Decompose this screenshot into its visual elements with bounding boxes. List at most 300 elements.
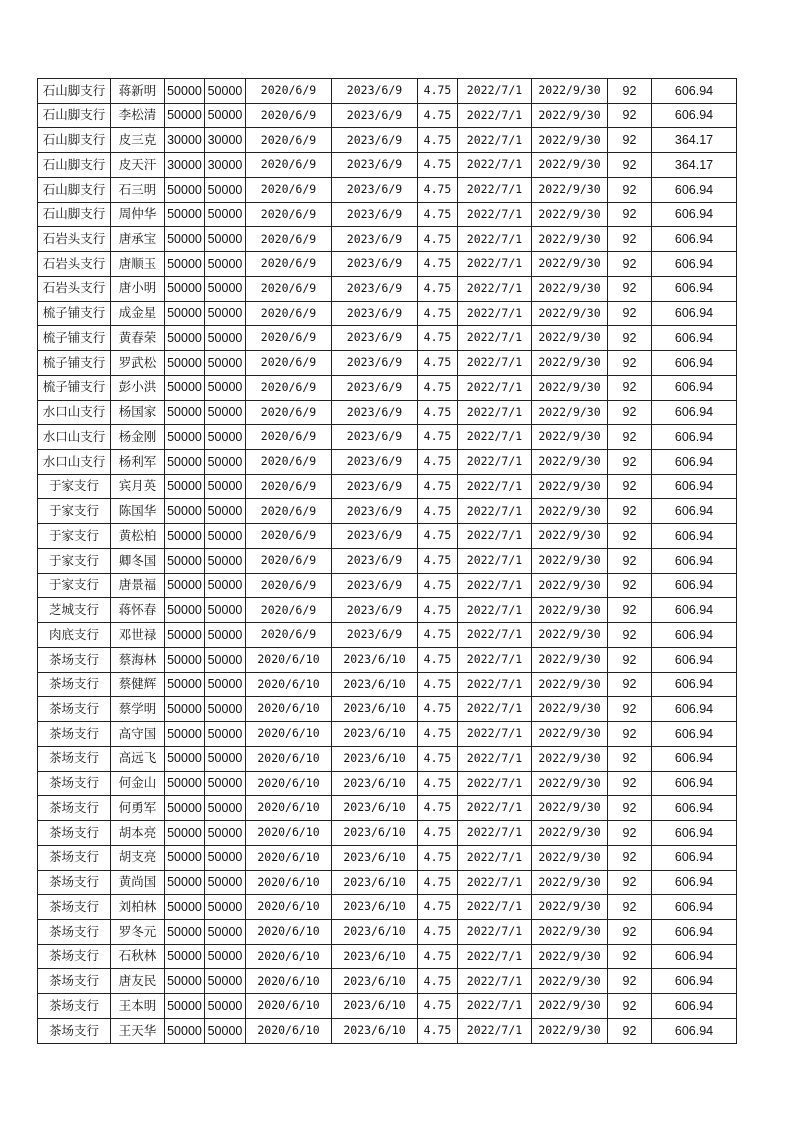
period-end-cell: 2022/9/30 — [532, 474, 608, 499]
end-date-cell: 2023/6/9 — [332, 177, 418, 202]
loan-amount-cell: 50000 — [165, 919, 205, 944]
name-cell: 黄尚国 — [111, 870, 165, 895]
table-row — [38, 573, 737, 598]
rate-cell: 4.75 — [418, 697, 458, 722]
period-start-cell: 2022/7/1 — [458, 326, 532, 351]
period-start-cell: 2022/7/1 — [458, 845, 532, 870]
days-cell: 92 — [608, 969, 652, 994]
rate-cell: 4.75 — [418, 252, 458, 277]
interest-cell: 606.94 — [652, 103, 737, 128]
loan-amount-cell: 50000 — [165, 301, 205, 326]
loan-amount-cell: 50000 — [165, 450, 205, 475]
table-row — [38, 722, 737, 747]
name-cell: 蒋怀春 — [111, 598, 165, 623]
branch-cell: 茶场支行 — [38, 771, 111, 796]
period-start-cell: 2022/7/1 — [458, 994, 532, 1019]
rate-cell: 4.75 — [418, 821, 458, 846]
days-cell: 92 — [608, 450, 652, 475]
start-date-cell: 2020/6/9 — [246, 400, 332, 425]
name-cell: 王本明 — [111, 994, 165, 1019]
end-date-cell: 2023/6/10 — [332, 746, 418, 771]
loan-amount-cell: 50000 — [165, 573, 205, 598]
interest-cell: 606.94 — [652, 548, 737, 573]
balance-cell: 50000 — [205, 771, 246, 796]
loan-amount-cell: 50000 — [165, 722, 205, 747]
loan-amount-cell: 50000 — [165, 375, 205, 400]
branch-cell: 梳子铺支行 — [38, 351, 111, 376]
branch-cell: 石山脚支行 — [38, 128, 111, 153]
table-row — [38, 177, 737, 202]
balance-cell: 50000 — [205, 326, 246, 351]
name-cell: 唐小明 — [111, 276, 165, 301]
branch-cell: 石山脚支行 — [38, 177, 111, 202]
interest-cell: 606.94 — [652, 895, 737, 920]
days-cell: 92 — [608, 895, 652, 920]
start-date-cell: 2020/6/10 — [246, 895, 332, 920]
table-row — [38, 796, 737, 821]
period-end-cell: 2022/9/30 — [532, 202, 608, 227]
period-end-cell: 2022/9/30 — [532, 425, 608, 450]
balance-cell: 50000 — [205, 623, 246, 648]
name-cell: 石三明 — [111, 177, 165, 202]
table-row — [38, 1018, 737, 1043]
loan-amount-cell: 50000 — [165, 1018, 205, 1043]
period-start-cell: 2022/7/1 — [458, 227, 532, 252]
balance-cell: 50000 — [205, 944, 246, 969]
period-start-cell: 2022/7/1 — [458, 697, 532, 722]
name-cell: 蔡健辉 — [111, 672, 165, 697]
start-date-cell: 2020/6/10 — [246, 919, 332, 944]
start-date-cell: 2020/6/9 — [246, 450, 332, 475]
end-date-cell: 2023/6/9 — [332, 573, 418, 598]
interest-cell: 606.94 — [652, 944, 737, 969]
period-end-cell: 2022/9/30 — [532, 623, 608, 648]
loan-amount-cell: 50000 — [165, 351, 205, 376]
interest-cell: 606.94 — [652, 524, 737, 549]
start-date-cell: 2020/6/10 — [246, 870, 332, 895]
days-cell: 92 — [608, 153, 652, 178]
end-date-cell: 2023/6/10 — [332, 821, 418, 846]
end-date-cell: 2023/6/10 — [332, 895, 418, 920]
branch-cell: 石山脚支行 — [38, 153, 111, 178]
period-end-cell: 2022/9/30 — [532, 252, 608, 277]
days-cell: 92 — [608, 202, 652, 227]
interest-cell: 606.94 — [652, 573, 737, 598]
name-cell: 胡本亮 — [111, 821, 165, 846]
table-row — [38, 351, 737, 376]
name-cell: 卿冬国 — [111, 548, 165, 573]
interest-cell: 606.94 — [652, 79, 737, 104]
start-date-cell: 2020/6/9 — [246, 252, 332, 277]
branch-cell: 茶场支行 — [38, 672, 111, 697]
period-start-cell: 2022/7/1 — [458, 450, 532, 475]
name-cell: 蔡学明 — [111, 697, 165, 722]
period-end-cell: 2022/9/30 — [532, 301, 608, 326]
branch-cell: 茶场支行 — [38, 944, 111, 969]
end-date-cell: 2023/6/9 — [332, 301, 418, 326]
end-date-cell: 2023/6/10 — [332, 919, 418, 944]
branch-cell: 水口山支行 — [38, 450, 111, 475]
loan-amount-cell: 50000 — [165, 969, 205, 994]
loan-amount-cell: 50000 — [165, 895, 205, 920]
days-cell: 92 — [608, 425, 652, 450]
name-cell: 陈国华 — [111, 499, 165, 524]
days-cell: 92 — [608, 697, 652, 722]
period-start-cell: 2022/7/1 — [458, 598, 532, 623]
start-date-cell: 2020/6/10 — [246, 771, 332, 796]
branch-cell: 梳子铺支行 — [38, 301, 111, 326]
days-cell: 92 — [608, 845, 652, 870]
interest-cell: 606.94 — [652, 202, 737, 227]
period-start-cell: 2022/7/1 — [458, 870, 532, 895]
branch-cell: 于家支行 — [38, 573, 111, 598]
days-cell: 92 — [608, 252, 652, 277]
rate-cell: 4.75 — [418, 177, 458, 202]
name-cell: 高远飞 — [111, 746, 165, 771]
period-end-cell: 2022/9/30 — [532, 919, 608, 944]
table-row — [38, 425, 737, 450]
interest-cell: 606.94 — [652, 400, 737, 425]
loan-amount-cell: 50000 — [165, 326, 205, 351]
period-start-cell: 2022/7/1 — [458, 919, 532, 944]
name-cell: 成金星 — [111, 301, 165, 326]
end-date-cell: 2023/6/9 — [332, 153, 418, 178]
interest-cell: 606.94 — [652, 722, 737, 747]
name-cell: 蒋新明 — [111, 79, 165, 104]
rate-cell: 4.75 — [418, 796, 458, 821]
table-row — [38, 647, 737, 672]
loan-amount-cell: 50000 — [165, 227, 205, 252]
branch-cell: 梳子铺支行 — [38, 326, 111, 351]
days-cell: 92 — [608, 647, 652, 672]
days-cell: 92 — [608, 548, 652, 573]
loan-amount-cell: 50000 — [165, 697, 205, 722]
branch-cell: 茶场支行 — [38, 845, 111, 870]
table-row — [38, 746, 737, 771]
start-date-cell: 2020/6/10 — [246, 969, 332, 994]
days-cell: 92 — [608, 128, 652, 153]
period-start-cell: 2022/7/1 — [458, 177, 532, 202]
period-start-cell: 2022/7/1 — [458, 276, 532, 301]
balance-cell: 50000 — [205, 202, 246, 227]
loan-amount-cell: 50000 — [165, 598, 205, 623]
period-end-cell: 2022/9/30 — [532, 672, 608, 697]
loan-interest-table — [37, 78, 737, 1044]
end-date-cell: 2023/6/9 — [332, 623, 418, 648]
period-end-cell: 2022/9/30 — [532, 796, 608, 821]
days-cell: 92 — [608, 821, 652, 846]
interest-cell: 606.94 — [652, 227, 737, 252]
branch-cell: 茶场支行 — [38, 796, 111, 821]
balance-cell: 50000 — [205, 697, 246, 722]
interest-cell: 606.94 — [652, 252, 737, 277]
balance-cell: 50000 — [205, 895, 246, 920]
loan-amount-cell: 50000 — [165, 202, 205, 227]
balance-cell: 50000 — [205, 351, 246, 376]
start-date-cell: 2020/6/9 — [246, 623, 332, 648]
name-cell: 邓世禄 — [111, 623, 165, 648]
balance-cell: 50000 — [205, 177, 246, 202]
start-date-cell: 2020/6/9 — [246, 153, 332, 178]
period-end-cell: 2022/9/30 — [532, 647, 608, 672]
start-date-cell: 2020/6/10 — [246, 672, 332, 697]
days-cell: 92 — [608, 944, 652, 969]
interest-cell: 606.94 — [652, 425, 737, 450]
period-start-cell: 2022/7/1 — [458, 153, 532, 178]
rate-cell: 4.75 — [418, 351, 458, 376]
balance-cell: 50000 — [205, 746, 246, 771]
period-start-cell: 2022/7/1 — [458, 771, 532, 796]
start-date-cell: 2020/6/9 — [246, 598, 332, 623]
days-cell: 92 — [608, 919, 652, 944]
name-cell: 宾月英 — [111, 474, 165, 499]
period-end-cell: 2022/9/30 — [532, 177, 608, 202]
end-date-cell: 2023/6/9 — [332, 425, 418, 450]
period-start-cell: 2022/7/1 — [458, 351, 532, 376]
start-date-cell: 2020/6/9 — [246, 573, 332, 598]
branch-cell: 茶场支行 — [38, 1018, 111, 1043]
days-cell: 92 — [608, 227, 652, 252]
end-date-cell: 2023/6/9 — [332, 79, 418, 104]
rate-cell: 4.75 — [418, 623, 458, 648]
start-date-cell: 2020/6/9 — [246, 474, 332, 499]
end-date-cell: 2023/6/9 — [332, 351, 418, 376]
loan-amount-cell: 50000 — [165, 474, 205, 499]
end-date-cell: 2023/6/10 — [332, 697, 418, 722]
interest-cell: 606.94 — [652, 870, 737, 895]
period-end-cell: 2022/9/30 — [532, 895, 608, 920]
end-date-cell: 2023/6/9 — [332, 499, 418, 524]
end-date-cell: 2023/6/9 — [332, 524, 418, 549]
period-start-cell: 2022/7/1 — [458, 474, 532, 499]
table-row — [38, 771, 737, 796]
days-cell: 92 — [608, 499, 652, 524]
table-row — [38, 276, 737, 301]
period-end-cell: 2022/9/30 — [532, 79, 608, 104]
rate-cell: 4.75 — [418, 227, 458, 252]
table-row — [38, 202, 737, 227]
period-start-cell: 2022/7/1 — [458, 895, 532, 920]
table-row — [38, 103, 737, 128]
branch-cell: 石山脚支行 — [38, 202, 111, 227]
branch-cell: 茶场支行 — [38, 969, 111, 994]
period-start-cell: 2022/7/1 — [458, 499, 532, 524]
table-row — [38, 301, 737, 326]
name-cell: 唐承宝 — [111, 227, 165, 252]
days-cell: 92 — [608, 1018, 652, 1043]
interest-cell: 606.94 — [652, 375, 737, 400]
interest-cell: 606.94 — [652, 845, 737, 870]
balance-cell: 50000 — [205, 845, 246, 870]
end-date-cell: 2023/6/10 — [332, 870, 418, 895]
balance-cell: 50000 — [205, 499, 246, 524]
balance-cell: 50000 — [205, 450, 246, 475]
days-cell: 92 — [608, 672, 652, 697]
name-cell: 皮三克 — [111, 128, 165, 153]
balance-cell: 50000 — [205, 375, 246, 400]
balance-cell: 50000 — [205, 672, 246, 697]
days-cell: 92 — [608, 623, 652, 648]
table-row — [38, 598, 737, 623]
name-cell: 刘柏林 — [111, 895, 165, 920]
period-start-cell: 2022/7/1 — [458, 425, 532, 450]
period-start-cell: 2022/7/1 — [458, 524, 532, 549]
period-end-cell: 2022/9/30 — [532, 548, 608, 573]
loan-amount-cell: 50000 — [165, 79, 205, 104]
balance-cell: 50000 — [205, 598, 246, 623]
period-end-cell: 2022/9/30 — [532, 821, 608, 846]
period-end-cell: 2022/9/30 — [532, 598, 608, 623]
period-end-cell: 2022/9/30 — [532, 524, 608, 549]
name-cell: 何勇军 — [111, 796, 165, 821]
loan-amount-cell: 50000 — [165, 252, 205, 277]
rate-cell: 4.75 — [418, 870, 458, 895]
interest-cell: 606.94 — [652, 1018, 737, 1043]
loan-amount-cell: 50000 — [165, 400, 205, 425]
end-date-cell: 2023/6/10 — [332, 647, 418, 672]
days-cell: 92 — [608, 400, 652, 425]
rate-cell: 4.75 — [418, 103, 458, 128]
start-date-cell: 2020/6/10 — [246, 746, 332, 771]
interest-cell: 606.94 — [652, 598, 737, 623]
branch-cell: 于家支行 — [38, 548, 111, 573]
name-cell: 蔡海林 — [111, 647, 165, 672]
branch-cell: 茶场支行 — [38, 722, 111, 747]
loan-amount-cell: 50000 — [165, 548, 205, 573]
name-cell: 石秋林 — [111, 944, 165, 969]
rate-cell: 4.75 — [418, 944, 458, 969]
balance-cell: 50000 — [205, 79, 246, 104]
branch-cell: 石岩头支行 — [38, 252, 111, 277]
period-start-cell: 2022/7/1 — [458, 944, 532, 969]
rate-cell: 4.75 — [418, 746, 458, 771]
start-date-cell: 2020/6/10 — [246, 821, 332, 846]
table-body — [38, 79, 737, 1044]
name-cell: 唐顺玉 — [111, 252, 165, 277]
days-cell: 92 — [608, 870, 652, 895]
start-date-cell: 2020/6/10 — [246, 944, 332, 969]
end-date-cell: 2023/6/10 — [332, 796, 418, 821]
table-row — [38, 326, 737, 351]
end-date-cell: 2023/6/10 — [332, 845, 418, 870]
days-cell: 92 — [608, 326, 652, 351]
branch-cell: 芝城支行 — [38, 598, 111, 623]
branch-cell: 茶场支行 — [38, 994, 111, 1019]
days-cell: 92 — [608, 746, 652, 771]
table-row — [38, 623, 737, 648]
period-start-cell: 2022/7/1 — [458, 548, 532, 573]
end-date-cell: 2023/6/9 — [332, 276, 418, 301]
loan-amount-cell: 50000 — [165, 623, 205, 648]
table-row — [38, 252, 737, 277]
interest-cell: 606.94 — [652, 326, 737, 351]
balance-cell: 50000 — [205, 919, 246, 944]
period-start-cell: 2022/7/1 — [458, 796, 532, 821]
loan-amount-cell: 50000 — [165, 796, 205, 821]
end-date-cell: 2023/6/10 — [332, 1018, 418, 1043]
period-start-cell: 2022/7/1 — [458, 647, 532, 672]
name-cell: 唐友民 — [111, 969, 165, 994]
period-end-cell: 2022/9/30 — [532, 845, 608, 870]
loan-amount-cell: 50000 — [165, 425, 205, 450]
interest-cell: 364.17 — [652, 153, 737, 178]
period-start-cell: 2022/7/1 — [458, 1018, 532, 1043]
table-row — [38, 499, 737, 524]
days-cell: 92 — [608, 276, 652, 301]
days-cell: 92 — [608, 351, 652, 376]
period-end-cell: 2022/9/30 — [532, 499, 608, 524]
end-date-cell: 2023/6/10 — [332, 944, 418, 969]
name-cell: 杨国家 — [111, 400, 165, 425]
interest-cell: 606.94 — [652, 301, 737, 326]
end-date-cell: 2023/6/9 — [332, 375, 418, 400]
table-row — [38, 697, 737, 722]
period-start-cell: 2022/7/1 — [458, 746, 532, 771]
interest-cell: 606.94 — [652, 474, 737, 499]
table-row — [38, 919, 737, 944]
start-date-cell: 2020/6/10 — [246, 845, 332, 870]
period-end-cell: 2022/9/30 — [532, 450, 608, 475]
period-start-cell: 2022/7/1 — [458, 301, 532, 326]
loan-amount-cell: 50000 — [165, 994, 205, 1019]
period-start-cell: 2022/7/1 — [458, 375, 532, 400]
branch-cell: 茶场支行 — [38, 697, 111, 722]
branch-cell: 水口山支行 — [38, 425, 111, 450]
rate-cell: 4.75 — [418, 771, 458, 796]
days-cell: 92 — [608, 573, 652, 598]
branch-cell: 于家支行 — [38, 524, 111, 549]
balance-cell: 50000 — [205, 969, 246, 994]
start-date-cell: 2020/6/9 — [246, 276, 332, 301]
period-end-cell: 2022/9/30 — [532, 227, 608, 252]
rate-cell: 4.75 — [418, 425, 458, 450]
loan-amount-cell: 50000 — [165, 524, 205, 549]
name-cell: 唐景福 — [111, 573, 165, 598]
interest-cell: 606.94 — [652, 771, 737, 796]
loan-amount-cell: 50000 — [165, 944, 205, 969]
days-cell: 92 — [608, 796, 652, 821]
rate-cell: 4.75 — [418, 400, 458, 425]
name-cell: 罗武松 — [111, 351, 165, 376]
interest-cell: 606.94 — [652, 672, 737, 697]
period-end-cell: 2022/9/30 — [532, 944, 608, 969]
start-date-cell: 2020/6/10 — [246, 796, 332, 821]
period-end-cell: 2022/9/30 — [532, 722, 608, 747]
interest-cell: 606.94 — [652, 697, 737, 722]
start-date-cell: 2020/6/10 — [246, 647, 332, 672]
balance-cell: 30000 — [205, 128, 246, 153]
rate-cell: 4.75 — [418, 722, 458, 747]
name-cell: 罗冬元 — [111, 919, 165, 944]
days-cell: 92 — [608, 524, 652, 549]
days-cell: 92 — [608, 177, 652, 202]
table-row — [38, 944, 737, 969]
name-cell: 周仲华 — [111, 202, 165, 227]
rate-cell: 4.75 — [418, 598, 458, 623]
branch-cell: 梳子铺支行 — [38, 375, 111, 400]
table-row — [38, 524, 737, 549]
rate-cell: 4.75 — [418, 845, 458, 870]
table-row — [38, 969, 737, 994]
period-start-cell: 2022/7/1 — [458, 672, 532, 697]
end-date-cell: 2023/6/9 — [332, 326, 418, 351]
table-row — [38, 895, 737, 920]
rate-cell: 4.75 — [418, 548, 458, 573]
interest-cell: 606.94 — [652, 647, 737, 672]
end-date-cell: 2023/6/9 — [332, 202, 418, 227]
interest-cell: 606.94 — [652, 351, 737, 376]
rate-cell: 4.75 — [418, 202, 458, 227]
